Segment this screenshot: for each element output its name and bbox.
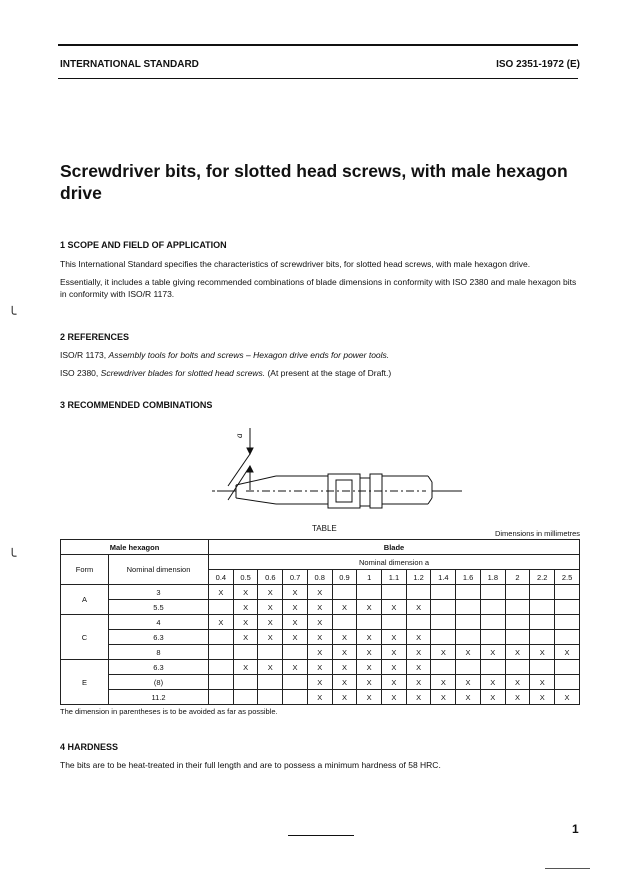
- combination-cell: [456, 585, 481, 600]
- combination-cell: X: [555, 645, 580, 660]
- form-cell: A: [61, 585, 109, 615]
- section-3-heading: 3 RECOMMENDED COMBINATIONS: [60, 400, 213, 410]
- nominal-cell: 4: [109, 615, 209, 630]
- table-note: The dimension in parentheses is to be avoided as far as possible.: [60, 707, 278, 716]
- combination-cell: [382, 615, 407, 630]
- combination-cell: X: [307, 600, 332, 615]
- reference-1-title: Assembly tools for bolts and screws – Hexagon drive ends for power tools.: [108, 350, 390, 360]
- combination-cell: X: [456, 645, 481, 660]
- combination-cell: X: [357, 675, 382, 690]
- table-body: [61, 585, 580, 705]
- combination-cell: [530, 585, 555, 600]
- section-1-heading: 1 SCOPE AND FIELD OF APPLICATION: [60, 240, 227, 250]
- blade-dim-header: 2.5: [555, 570, 580, 585]
- combination-cell: X: [233, 615, 258, 630]
- combination-cell: [283, 675, 308, 690]
- combination-cell: X: [456, 675, 481, 690]
- page-number: 1: [572, 822, 579, 836]
- reference-2-title: Screwdriver blades for slotted head screws.: [100, 368, 266, 378]
- combination-cell: [456, 600, 481, 615]
- combination-cell: X: [431, 675, 456, 690]
- table-units: Dimensions in millimetres: [494, 529, 580, 538]
- combination-cell: [480, 615, 505, 630]
- combination-cell: X: [307, 630, 332, 645]
- table-caption: TABLE: [312, 524, 337, 533]
- combination-cell: [258, 675, 283, 690]
- reference-1-id: ISO/R 1173,: [60, 350, 107, 360]
- combination-cell: [283, 690, 308, 705]
- combination-cell: [258, 690, 283, 705]
- combination-cell: [555, 615, 580, 630]
- combination-cell: X: [233, 600, 258, 615]
- combination-cell: [480, 585, 505, 600]
- combination-cell: X: [258, 660, 283, 675]
- combination-cell: X: [530, 690, 555, 705]
- combination-cell: X: [406, 600, 431, 615]
- combination-cell: [431, 600, 456, 615]
- combination-cell: X: [307, 690, 332, 705]
- combination-cell: X: [283, 660, 308, 675]
- table-row: [61, 615, 580, 630]
- male-hexagon-group-header: Male hexagon: [61, 540, 209, 555]
- nominal-cell: 6.3: [109, 660, 209, 675]
- combination-cell: X: [505, 645, 530, 660]
- combination-cell: [530, 600, 555, 615]
- reference-2-note: (At present at the stage of Draft.): [267, 368, 392, 378]
- combination-cell: [555, 600, 580, 615]
- combination-cell: X: [382, 600, 407, 615]
- combination-cell: X: [258, 585, 283, 600]
- combination-cell: [382, 585, 407, 600]
- combination-cell: X: [209, 615, 234, 630]
- screwdriver-bit-drawing: [200, 418, 470, 518]
- combination-cell: X: [406, 690, 431, 705]
- header-standard-label: INTERNATIONAL STANDARD: [60, 59, 199, 70]
- combination-cell: X: [307, 585, 332, 600]
- combination-cell: X: [480, 645, 505, 660]
- nominal-a-header-text: Nominal dimension a: [358, 557, 430, 567]
- form-cell: C: [61, 615, 109, 660]
- combination-cell: X: [357, 600, 382, 615]
- combination-cell: [209, 675, 234, 690]
- blade-dim-header: 0.8: [307, 570, 332, 585]
- combination-cell: X: [357, 690, 382, 705]
- table-row: [61, 675, 580, 690]
- combination-cell: [431, 615, 456, 630]
- blade-dim-header: 2.2: [530, 570, 555, 585]
- combination-cell: [505, 615, 530, 630]
- section-4-heading: 4 HARDNESS: [60, 742, 119, 752]
- combination-cell: X: [382, 630, 407, 645]
- nominal-cell: (8): [109, 675, 209, 690]
- blade-dim-header: 0.5: [233, 570, 258, 585]
- combination-cell: X: [258, 600, 283, 615]
- combination-cell: [431, 630, 456, 645]
- page-title: Screwdriver bits, for slotted head screws, with male hexagon drive: [60, 161, 568, 203]
- combination-cell: [406, 585, 431, 600]
- combination-cell: X: [332, 660, 357, 675]
- table-row: [61, 630, 580, 645]
- nominal-cell: 3: [109, 585, 209, 600]
- combination-cell: X: [357, 660, 382, 675]
- combination-cell: X: [283, 600, 308, 615]
- blade-dim-header: 0.9: [332, 570, 357, 585]
- combination-cell: [357, 615, 382, 630]
- nominal-column-header: Nominal dimension: [109, 555, 209, 585]
- combination-cell: X: [357, 645, 382, 660]
- nominal-cell: 11.2: [109, 690, 209, 705]
- combination-cell: X: [555, 690, 580, 705]
- combination-cell: [233, 690, 258, 705]
- combination-cell: [456, 615, 481, 630]
- combination-cell: X: [382, 645, 407, 660]
- combination-cell: [530, 660, 555, 675]
- combination-cell: X: [357, 630, 382, 645]
- form-column-header: Form: [61, 555, 109, 585]
- combination-cell: X: [332, 675, 357, 690]
- combination-cell: X: [209, 585, 234, 600]
- blade-dim-header: 1: [357, 570, 382, 585]
- table-row: [61, 690, 580, 705]
- combination-cell: X: [258, 630, 283, 645]
- reference-2: [60, 367, 580, 379]
- combination-cell: X: [233, 585, 258, 600]
- combination-cell: [555, 585, 580, 600]
- combination-cell: X: [530, 645, 555, 660]
- combination-cell: [480, 600, 505, 615]
- combination-cell: X: [307, 645, 332, 660]
- combination-cell: [530, 615, 555, 630]
- nominal-a-header: [209, 555, 580, 570]
- combination-cell: [456, 630, 481, 645]
- combination-cell: [209, 660, 234, 675]
- combination-cell: X: [332, 690, 357, 705]
- combination-cell: X: [332, 600, 357, 615]
- combination-cell: X: [332, 645, 357, 660]
- table-row: [61, 660, 580, 675]
- combination-cell: [555, 675, 580, 690]
- combination-cell: [431, 585, 456, 600]
- combination-cell: X: [307, 615, 332, 630]
- combinations-table: [60, 539, 580, 705]
- table-row: [61, 645, 580, 660]
- nominal-cell: 5.5: [109, 600, 209, 615]
- form-cell: E: [61, 660, 109, 705]
- combination-cell: [332, 615, 357, 630]
- blade-group-header: Blade: [209, 540, 580, 555]
- combination-cell: [505, 585, 530, 600]
- blade-dim-header: 1.1: [382, 570, 407, 585]
- combination-cell: [406, 615, 431, 630]
- combination-cell: X: [406, 630, 431, 645]
- combination-cell: [480, 630, 505, 645]
- combination-cell: [505, 660, 530, 675]
- combination-cell: X: [480, 675, 505, 690]
- combination-cell: X: [382, 660, 407, 675]
- combination-cell: [209, 645, 234, 660]
- header-rule: [58, 78, 578, 79]
- combination-cell: [505, 630, 530, 645]
- combination-cell: [530, 630, 555, 645]
- combination-cell: X: [406, 675, 431, 690]
- combination-cell: X: [406, 660, 431, 675]
- section-4-para-1: The bits are to be heat-treated in their full length and are to possess a minimum hardness of 58 HRC.: [60, 760, 441, 770]
- combination-cell: X: [480, 690, 505, 705]
- combination-cell: X: [382, 675, 407, 690]
- blade-dim-header: 1.6: [456, 570, 481, 585]
- combination-cell: [431, 660, 456, 675]
- combination-cell: [209, 600, 234, 615]
- blade-dim-header: 1.2: [406, 570, 431, 585]
- combination-cell: [209, 630, 234, 645]
- combination-cell: X: [505, 675, 530, 690]
- blade-dim-header: 0.6: [258, 570, 283, 585]
- nominal-cell: 6.3: [109, 630, 209, 645]
- section-2-heading: 2 REFERENCES: [60, 332, 130, 342]
- combination-cell: [209, 690, 234, 705]
- blade-dim-header: 1.4: [431, 570, 456, 585]
- combination-cell: X: [283, 630, 308, 645]
- combination-cell: [555, 630, 580, 645]
- figure-label-a: a: [234, 433, 244, 438]
- margin-mark: ╰: [8, 306, 17, 322]
- combination-cell: [357, 585, 382, 600]
- combination-cell: X: [431, 690, 456, 705]
- combination-cell: X: [233, 660, 258, 675]
- nominal-cell: 8: [109, 645, 209, 660]
- reference-2-id: ISO 2380,: [60, 368, 99, 378]
- combination-cell: X: [233, 630, 258, 645]
- blade-dim-header: 0.7: [283, 570, 308, 585]
- footer-rule: [288, 835, 354, 836]
- blade-dim-header: 0.4: [209, 570, 234, 585]
- combination-cell: X: [530, 675, 555, 690]
- table-row: [61, 585, 580, 600]
- combination-cell: [233, 645, 258, 660]
- blade-dim-header: 2: [505, 570, 530, 585]
- table-row: [61, 600, 580, 615]
- combination-cell: [258, 645, 283, 660]
- section-1-para-1: This International Standard specifies the characteristics of screwdriver bits, for slotted head screws, with male hexagon drive.: [60, 259, 531, 269]
- top-rule: [58, 44, 578, 46]
- combination-cell: X: [456, 690, 481, 705]
- combination-cell: [233, 675, 258, 690]
- blade-dim-header: 1.8: [480, 570, 505, 585]
- combination-cell: [505, 600, 530, 615]
- scan-mark: [545, 868, 590, 869]
- combination-cell: X: [431, 645, 456, 660]
- combination-cell: X: [505, 690, 530, 705]
- combination-cell: X: [406, 645, 431, 660]
- combination-cell: X: [283, 615, 308, 630]
- combination-cell: X: [332, 630, 357, 645]
- combination-cell: X: [258, 615, 283, 630]
- combination-cell: X: [307, 675, 332, 690]
- combination-cell: X: [307, 660, 332, 675]
- section-1-para-2: Essentially, it includes a table giving recommended combinations of blade dimensions in conformity with ISO 2380 and male hexagon bits in conformity with ISO/R 1173.: [60, 277, 577, 299]
- combination-cell: [555, 660, 580, 675]
- combination-cell: X: [382, 690, 407, 705]
- header-standard-number: ISO 2351-1972 (E): [496, 59, 580, 70]
- combination-cell: X: [283, 585, 308, 600]
- combination-cell: [480, 660, 505, 675]
- combination-cell: [456, 660, 481, 675]
- margin-mark-2: ╰: [8, 548, 17, 564]
- reference-1: [60, 349, 580, 361]
- combination-cell: [332, 585, 357, 600]
- combination-cell: [283, 645, 308, 660]
